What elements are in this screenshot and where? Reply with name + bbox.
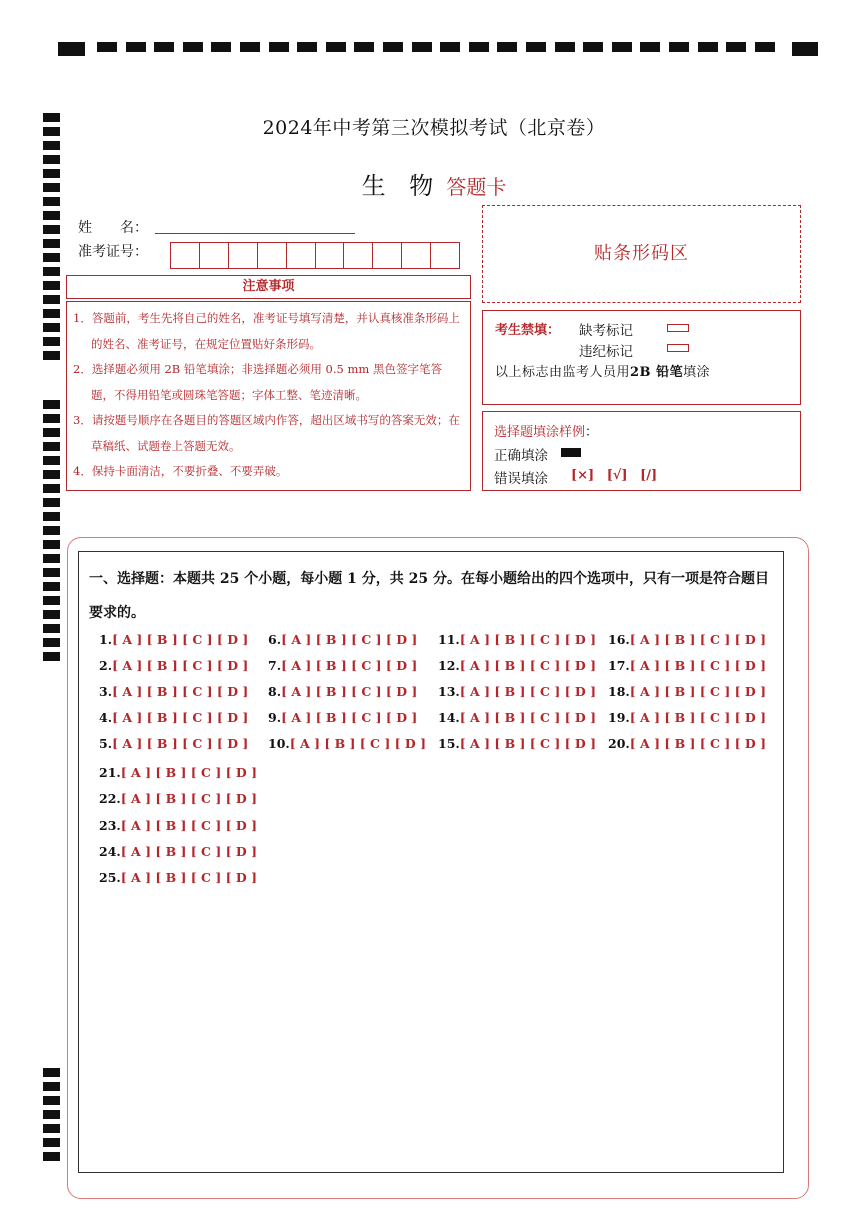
notice-item: 1．答题前，考生先将自己的姓名，准考证号填写清楚，并认真核准条形码上的姓名、准考证号，在规定位置贴好条形码。 <box>73 311 460 351</box>
timing-mark <box>440 42 460 52</box>
timing-mark <box>583 42 603 52</box>
forbidden-label: 考生禁填： <box>495 323 561 338</box>
question-number: 15. <box>438 736 460 751</box>
answer-row[interactable] <box>99 791 257 806</box>
exam-id-cell[interactable] <box>200 243 229 268</box>
timing-mark <box>755 42 775 52</box>
timing-mark <box>43 498 60 507</box>
timing-mark <box>43 309 60 318</box>
timing-mark <box>383 42 403 52</box>
forbidden-note-pre: 以上标志由监考人员用 <box>495 365 631 380</box>
answer-row[interactable] <box>268 632 417 647</box>
timing-mark <box>43 351 60 360</box>
answer-row[interactable] <box>268 684 417 699</box>
timing-mark <box>211 42 231 52</box>
timing-mark <box>43 512 60 521</box>
timing-mark <box>43 554 60 563</box>
question-number: 10. <box>268 736 290 751</box>
timing-mark <box>43 141 60 150</box>
question-number: 9. <box>268 710 282 725</box>
exam-id-cell[interactable] <box>229 243 258 268</box>
forbidden-note-post: 填涂 <box>683 365 711 380</box>
answer-row[interactable] <box>608 658 766 673</box>
barcode-area: 贴条形码区 <box>482 205 801 303</box>
timing-mark <box>326 42 346 52</box>
exam-id-cell[interactable] <box>171 243 200 268</box>
timing-mark <box>43 400 60 409</box>
timing-mark <box>43 596 60 605</box>
question-number: 14. <box>438 710 460 725</box>
question-number: 24. <box>99 843 121 859</box>
answer-options[interactable]: [ A ] [ B ] [ C ] [ D ] <box>120 843 257 859</box>
violation-mark-box[interactable] <box>667 344 689 352</box>
fill-sample-label <box>494 421 598 440</box>
answer-row[interactable] <box>99 844 257 859</box>
question-number: 1. <box>99 632 113 647</box>
timing-mark <box>154 42 174 52</box>
question-number: 25. <box>99 870 121 886</box>
timing-mark <box>97 42 117 52</box>
exam-title: 2024年中考第三次模拟考试（北京卷） <box>262 117 606 139</box>
answer-row[interactable] <box>99 710 248 725</box>
exam-id-cell[interactable] <box>287 243 316 268</box>
notice-item: 2．选择题必须用 2B 铅笔填涂；非选择题必须用 0.5 mm 黑色签字笔答题，不得用铅笔或圆珠笔答题；字体工整、笔迹清晰。 <box>73 362 442 402</box>
timing-mark <box>43 1082 60 1091</box>
timing-mark <box>43 267 60 276</box>
question-number: 5. <box>99 736 113 751</box>
timing-mark <box>726 42 746 52</box>
timing-mark <box>43 540 60 549</box>
notice-item: 4．保持卡面清洁，不要折叠、不要弄破。 <box>73 464 288 478</box>
timing-mark <box>43 414 60 423</box>
question-number: 4. <box>99 710 113 725</box>
absent-mark-label: 缺考标记 <box>579 323 633 339</box>
absent-mark-box[interactable] <box>667 324 689 332</box>
answer-row[interactable] <box>268 658 417 673</box>
question-number: 22. <box>99 791 121 807</box>
timing-mark <box>58 42 85 56</box>
timing-mark <box>43 470 60 479</box>
timing-mark <box>297 42 317 52</box>
timing-mark <box>240 42 260 52</box>
answer-options[interactable]: [ A ] [ B ] [ C ] [ D ] <box>629 684 766 699</box>
timing-mark <box>612 42 632 52</box>
card-label: 答题卡 <box>446 175 507 199</box>
answer-options[interactable]: [ A ] [ B ] [ C ] [ D ] <box>459 684 596 699</box>
question-number: 23. <box>99 817 121 833</box>
timing-mark <box>526 42 546 52</box>
question-number: 3. <box>99 684 113 699</box>
answer-options[interactable]: [ A ] [ B ] [ C ] [ D ] <box>120 870 257 886</box>
question-number: 8. <box>268 684 282 699</box>
section-heading: 一、选择题：本题共 25 个小题，每小题 1 分，共 25 分。在每小题给出的四个选项中，只有一项是符合题目要求的。 <box>89 571 769 621</box>
answer-options[interactable]: [ A ] [ B ] [ C ] [ D ] <box>281 684 418 699</box>
question-number: 19. <box>608 710 630 725</box>
timing-mark <box>497 42 517 52</box>
question-number: 20. <box>608 736 630 751</box>
timing-mark <box>43 638 60 647</box>
answer-row[interactable] <box>438 632 596 647</box>
timing-mark <box>43 337 60 346</box>
timing-mark <box>412 42 432 52</box>
answer-row[interactable] <box>608 710 766 725</box>
timing-mark <box>43 1096 60 1105</box>
timing-mark <box>354 42 374 52</box>
question-number: 16. <box>608 632 630 647</box>
answer-options[interactable]: [ A ] [ B ] [ C ] [ D ] <box>289 736 426 751</box>
timing-mark <box>43 1068 60 1077</box>
answer-row[interactable] <box>99 765 257 780</box>
fill-sample-colon: ： <box>585 425 599 440</box>
wrong-fill-examples: [×] [√] [/] <box>571 468 658 483</box>
exam-id-cell[interactable] <box>402 243 431 268</box>
question-number: 11. <box>438 632 460 647</box>
timing-mark <box>469 42 489 52</box>
answer-row[interactable] <box>438 658 596 673</box>
notice-title: 注意事项 <box>66 275 471 299</box>
answer-options[interactable]: [ A ] [ B ] [ C ] [ D ] <box>281 632 418 647</box>
answer-options[interactable]: [ A ] [ B ] [ C ] [ D ] <box>459 632 596 647</box>
timing-mark <box>640 42 660 52</box>
answer-options[interactable]: [ A ] [ B ] [ C ] [ D ] <box>112 632 249 647</box>
answer-options[interactable]: [ A ] [ B ] [ C ] [ D ] <box>120 817 257 833</box>
answer-options[interactable]: [ A ] [ B ] [ C ] [ D ] <box>629 632 766 647</box>
answer-row[interactable] <box>608 632 766 647</box>
answer-options[interactable]: [ A ] [ B ] [ C ] [ D ] <box>120 791 257 807</box>
answer-row[interactable] <box>99 684 248 699</box>
answer-row[interactable] <box>438 736 596 751</box>
wrong-fill-label: 错误填涂 <box>494 471 548 487</box>
question-number: 7. <box>268 658 282 673</box>
question-number: 21. <box>99 765 121 780</box>
exam-id-cell[interactable] <box>316 243 345 268</box>
timing-mark <box>43 281 60 290</box>
question-number: 13. <box>438 684 460 699</box>
answer-row[interactable] <box>99 870 257 885</box>
forbidden-note-bold: 2B 铅笔 <box>630 365 684 380</box>
timing-mark <box>43 442 60 451</box>
answer-options[interactable]: [ A ] [ B ] [ C ] [ D ] <box>281 658 418 673</box>
answer-options[interactable]: [ A ] [ B ] [ C ] [ D ] <box>459 658 596 673</box>
answer-options[interactable]: [ A ] [ B ] [ C ] [ D ] <box>459 710 596 725</box>
fill-sample-box <box>482 411 801 491</box>
answer-row[interactable] <box>438 684 596 699</box>
timing-mark <box>43 1124 60 1133</box>
answer-row[interactable] <box>268 710 417 725</box>
subject-heading <box>0 166 868 201</box>
name-input-line[interactable] <box>155 233 355 234</box>
question-number: 18. <box>608 684 630 699</box>
timing-mark <box>126 42 146 52</box>
fill-sample-label-text: 选择题填涂样例 <box>494 425 586 440</box>
answer-options[interactable]: [ A ] [ B ] [ C ] [ D ] <box>629 710 766 725</box>
timing-mark <box>43 323 60 332</box>
timing-mark <box>43 428 60 437</box>
notice-item: 3．请按题号顺序在各题目的答题区域内作答，超出区域书写的答案无效；在草稿纸、试题卷上答题无效。 <box>73 413 460 453</box>
timing-mark <box>183 42 203 52</box>
timing-mark <box>43 1152 60 1161</box>
answer-row[interactable] <box>99 818 257 833</box>
exam-id-cell[interactable] <box>431 243 459 268</box>
answer-row[interactable] <box>99 736 248 751</box>
timing-mark <box>43 1110 60 1119</box>
answer-row[interactable] <box>608 736 766 751</box>
answer-options[interactable]: [ A ] [ B ] [ C ] [ D ] <box>629 736 766 751</box>
timing-mark <box>792 42 818 56</box>
answer-options[interactable]: [ A ] [ B ] [ C ] [ D ] <box>629 658 766 673</box>
answer-options[interactable]: [ A ] [ B ] [ C ] [ D ] <box>112 684 249 699</box>
timing-mark <box>43 582 60 591</box>
timing-mark <box>43 624 60 633</box>
exam-id-cell[interactable] <box>373 243 402 268</box>
answer-options[interactable]: [ A ] [ B ] [ C ] [ D ] <box>112 710 249 725</box>
question-number: 2. <box>99 658 113 673</box>
timing-mark <box>43 155 60 164</box>
answer-options[interactable]: [ A ] [ B ] [ C ] [ D ] <box>112 658 249 673</box>
answer-options[interactable]: [ A ] [ B ] [ C ] [ D ] <box>459 736 596 751</box>
exam-id-boxes[interactable] <box>170 242 460 269</box>
notice-body <box>66 301 471 491</box>
correct-fill-label: 正确填涂 <box>494 448 548 464</box>
correct-fill-example <box>561 448 581 457</box>
answer-row[interactable] <box>99 658 248 673</box>
timing-mark <box>698 42 718 52</box>
name-label: 姓 名： <box>78 220 148 236</box>
exam-id-cell[interactable] <box>344 243 373 268</box>
timing-mark <box>43 295 60 304</box>
answer-row[interactable] <box>608 684 766 699</box>
timing-mark <box>43 1138 60 1147</box>
answer-row[interactable] <box>268 736 426 751</box>
forbidden-note <box>495 361 710 380</box>
answer-options[interactable]: [ A ] [ B ] [ C ] [ D ] <box>112 736 249 751</box>
subject-name: 生 物 <box>361 172 442 200</box>
answer-row[interactable] <box>438 710 596 725</box>
question-number: 12. <box>438 658 460 673</box>
timing-mark <box>43 456 60 465</box>
timing-mark <box>43 225 60 234</box>
timing-mark <box>555 42 575 52</box>
violation-mark-label: 违纪标记 <box>579 344 633 360</box>
forbidden-fill-box <box>482 310 801 405</box>
timing-mark <box>43 253 60 262</box>
timing-mark <box>43 610 60 619</box>
timing-mark <box>43 526 60 535</box>
timing-mark <box>43 211 60 220</box>
timing-mark <box>43 484 60 493</box>
timing-mark <box>269 42 289 52</box>
timing-mark <box>669 42 689 52</box>
timing-mark <box>43 239 60 248</box>
timing-mark <box>43 652 60 661</box>
timing-mark <box>43 568 60 577</box>
answer-options[interactable]: [ A ] [ B ] [ C ] [ D ] <box>281 710 418 725</box>
question-number: 6. <box>268 632 282 647</box>
exam-id-cell[interactable] <box>258 243 287 268</box>
answer-options[interactable]: [ A ] [ B ] [ C ] [ D ] <box>120 765 257 780</box>
question-number: 17. <box>608 658 630 673</box>
exam-id-label: 准考证号： <box>78 244 148 260</box>
answer-row[interactable] <box>99 632 248 647</box>
